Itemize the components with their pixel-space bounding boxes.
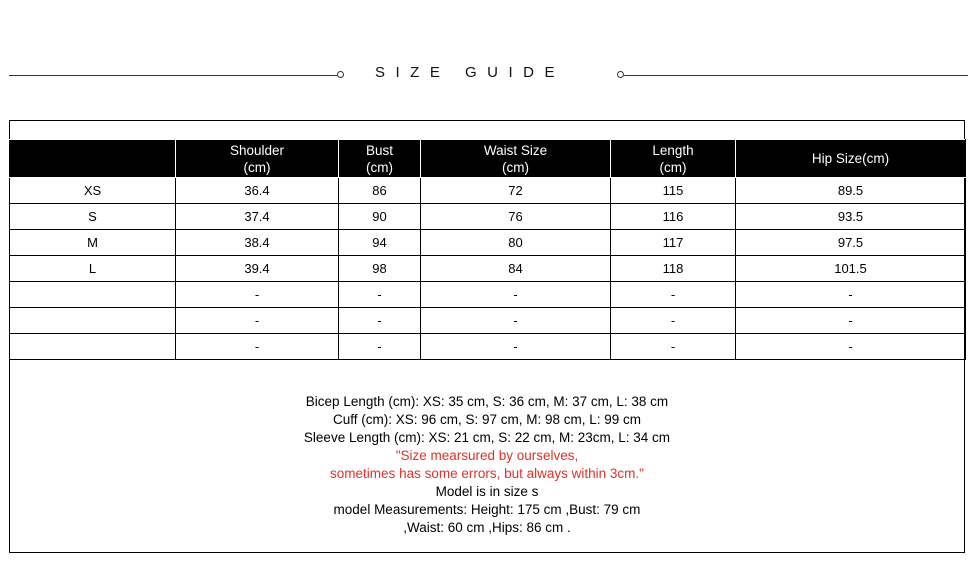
table-cell: 76 bbox=[421, 204, 611, 230]
table-cell: 115 bbox=[611, 178, 736, 204]
size-label-cell: S bbox=[10, 204, 176, 230]
table-cell: 89.5 bbox=[736, 178, 966, 204]
size-label-cell bbox=[10, 308, 176, 334]
column-header bbox=[339, 140, 421, 178]
table-row bbox=[10, 230, 966, 256]
sleeve-length-note: Sleeve Length (cm): XS: 21 cm, S: 22 cm, M: 23cm, L: 34 cm bbox=[303, 430, 671, 445]
column-header-unit: (cm) bbox=[366, 159, 393, 175]
column-header-label: Hip Size(cm) bbox=[811, 151, 890, 166]
table-cell: - bbox=[611, 308, 736, 334]
table-cell: - bbox=[736, 308, 966, 334]
column-header bbox=[176, 140, 339, 178]
table-cell: 39.4 bbox=[176, 256, 339, 282]
size-guide-header bbox=[0, 60, 977, 90]
table-cell: - bbox=[339, 334, 421, 360]
bicep-length-note: Bicep Length (cm): XS: 35 cm, S: 36 cm, M: 37 cm, L: 38 cm bbox=[305, 394, 669, 409]
size-label-cell: XS bbox=[10, 178, 176, 204]
table-cell: 98 bbox=[339, 256, 421, 282]
table-cell: 72 bbox=[421, 178, 611, 204]
model-measurements-line-2: ,Waist: 60 cm ,Hips: 86 cm . bbox=[403, 520, 571, 535]
model-size-note: Model is in size s bbox=[435, 484, 539, 499]
table-cell: - bbox=[611, 334, 736, 360]
column-header-unit: (cm) bbox=[502, 159, 529, 175]
table-cell: 80 bbox=[421, 230, 611, 256]
table-cell: 94 bbox=[339, 230, 421, 256]
column-header-label: Waist Size bbox=[483, 142, 548, 158]
table-cell: - bbox=[736, 334, 966, 360]
table-cell: - bbox=[736, 282, 966, 308]
table-cell: 117 bbox=[611, 230, 736, 256]
table-row bbox=[10, 204, 966, 230]
table-row bbox=[10, 282, 966, 308]
table-cell: - bbox=[339, 308, 421, 334]
column-header bbox=[611, 140, 736, 178]
table-row bbox=[10, 256, 966, 282]
size-label-cell: M bbox=[10, 230, 176, 256]
table-cell: - bbox=[339, 282, 421, 308]
table-cell: 118 bbox=[611, 256, 736, 282]
table-cell: 86 bbox=[339, 178, 421, 204]
size-notes bbox=[9, 393, 965, 537]
column-header bbox=[10, 140, 176, 178]
table-cell: - bbox=[176, 308, 339, 334]
table-cell: - bbox=[611, 282, 736, 308]
page-title: SIZE GUIDE bbox=[375, 64, 566, 81]
table-row bbox=[10, 178, 966, 204]
size-label-cell: L bbox=[10, 256, 176, 282]
model-measurements-line-1: model Measurements: Height: 175 cm ,Bust: 79 cm bbox=[333, 502, 641, 517]
table-cell: 116 bbox=[611, 204, 736, 230]
title-right-dot bbox=[617, 71, 624, 78]
title-left-rule bbox=[9, 75, 337, 76]
table-cell: - bbox=[421, 282, 611, 308]
column-header-label: Shoulder bbox=[229, 142, 285, 158]
table-cell: 84 bbox=[421, 256, 611, 282]
table-cell: - bbox=[176, 334, 339, 360]
table-cell: - bbox=[176, 282, 339, 308]
table-cell: 90 bbox=[339, 204, 421, 230]
column-header-unit: (cm) bbox=[243, 159, 271, 175]
column-header-label: Length bbox=[652, 142, 694, 158]
title-left-dot bbox=[337, 71, 344, 78]
disclaimer-line-1: "Size mearsured by ourselves, bbox=[395, 448, 579, 463]
table-cell: - bbox=[421, 308, 611, 334]
table-row bbox=[10, 308, 966, 334]
cuff-note: Cuff (cm): XS: 96 cm, S: 97 cm, M: 98 cm, L: 99 cm bbox=[332, 412, 642, 427]
table-cell: 38.4 bbox=[176, 230, 339, 256]
table-cell: 97.5 bbox=[736, 230, 966, 256]
column-header bbox=[421, 140, 611, 178]
disclaimer-line-2: sometimes has some errors, but always within 3cm." bbox=[330, 466, 644, 481]
table-cell: 37.4 bbox=[176, 204, 339, 230]
column-header-unit: (cm) bbox=[659, 159, 687, 175]
table-body bbox=[10, 178, 966, 360]
table-cell: 93.5 bbox=[736, 204, 966, 230]
table-cell: 36.4 bbox=[176, 178, 339, 204]
size-label-cell bbox=[10, 334, 176, 360]
table-row bbox=[10, 334, 966, 360]
column-header bbox=[736, 140, 966, 178]
table-cell: - bbox=[421, 334, 611, 360]
size-label-cell bbox=[10, 282, 176, 308]
title-right-rule bbox=[624, 75, 968, 76]
table-cell: 101.5 bbox=[736, 256, 966, 282]
size-table bbox=[9, 139, 966, 360]
column-header-label: Bust bbox=[365, 142, 393, 158]
table-header-row bbox=[10, 140, 966, 178]
